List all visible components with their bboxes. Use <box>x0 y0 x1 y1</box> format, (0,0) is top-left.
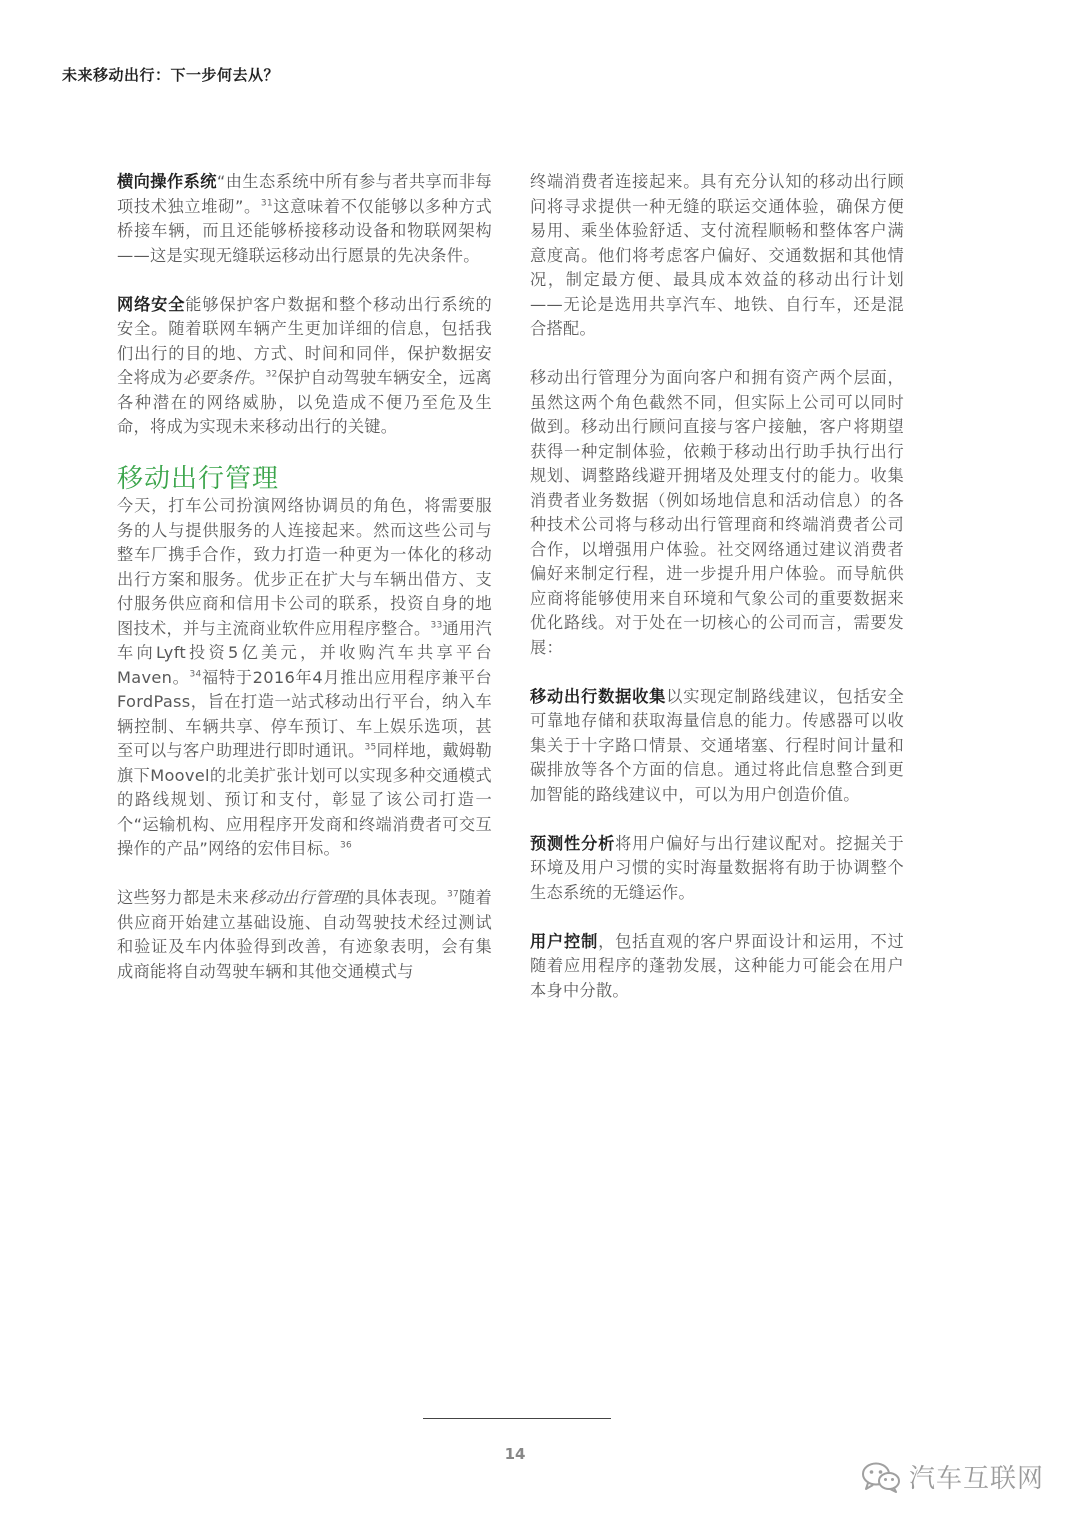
watermark <box>861 1458 1044 1495</box>
lead-term: 用户控制 <box>530 931 599 951</box>
running-header: 未来移动出行：下一步何去从？ <box>62 66 280 84</box>
lead-term: 预测性分析 <box>530 833 616 853</box>
paragraph-text: 。 <box>248 368 266 387</box>
lead-term: 移动出行数据收集 <box>530 686 667 706</box>
paragraph-text: ，包括直观的客户界面设计和运用，不过随着应用程序的蓬勃发展，这种能力可能会在用户本身中分散。 <box>530 931 905 1000</box>
lead-term: 网络安全 <box>117 294 186 314</box>
paragraph-text: 的具体表现。 <box>347 888 447 907</box>
footnote-ref: 34 <box>189 669 202 680</box>
paragraph-text: 这些努力都是未来 <box>117 888 249 907</box>
footnote-ref: 37 <box>446 889 459 900</box>
paragraph-predictive-analytics <box>530 832 904 906</box>
paragraph-text: 通用汽车向Lyft投资5亿美元，并收购汽车共享平台Maven。 <box>117 618 492 687</box>
paragraph-text: “由生态系统中所有参与者共享而非每项技术独立堆砌”。 <box>117 172 492 216</box>
page-number: 14 <box>504 1445 526 1463</box>
paragraph-user-control <box>530 930 904 1004</box>
footnote-ref: 35 <box>364 742 377 753</box>
paragraph-text: 随着供应商开始建立基础设施、自动驾驶技术经过测试和验证及车内体验得到改善，有迹象表明，会有集成商能将自动驾驶车辆和其他交通模式与 <box>117 888 492 981</box>
paragraph-cybersecurity <box>117 293 492 440</box>
emphasis-text: 必要条件 <box>182 368 249 387</box>
section-title: 移动出行管理 <box>117 464 280 494</box>
paragraph-horizontal-os <box>117 170 492 268</box>
left-column <box>117 170 492 1009</box>
wechat-icon <box>861 1461 901 1493</box>
emphasis-text: 移动出行管理 <box>248 888 348 907</box>
paragraph-text: 这意味着不仅能够以多种方式桥接车辆，而且还能够桥接移动设备和物联网架构——这是实现无缝联运移动出行愿景的先决条件。 <box>117 196 492 265</box>
paragraph-text: 同样地，戴姆勒旗下Moovel的北美扩张计划可以实现多种交通模式的路线规划、预订和支付，彰显了该公司打造一个“运输机构、应用程序开发商和终端消费者可交互操作的产品”网络的宏伟目标。 <box>117 741 492 858</box>
watermark-label: 汽车互联网 <box>908 1464 1044 1494</box>
footnote-ref: 31 <box>260 198 273 209</box>
paragraph-data-collection <box>530 685 904 808</box>
footnote-ref: 32 <box>265 369 278 380</box>
paragraph-text: 保护自动驾驶车辆安全，远离各种潜在的网络威胁，以免造成不便乃至危及生命，将成为实现未来移动出行的关键。 <box>117 368 492 436</box>
paragraph-customer-asset-layers: 移动出行管理分为面向客户和拥有资产两个层面，虽然这两个角色截然不同，但实际上公司可以同时做到。移动出行顾问直接与客户接触，客户将期望获得一种定制体验，依赖于移动出行助手执行出行规划、调整路线避开拥堵及处理支付的能力。收集消费者业务数据（例如场地信息和活动信息）的各种技术公司将与移动出行管理商和终端消费者公司合作，以增强用户体验。社交网络通过建议消费者偏好来制定行程，进一步提升用户体验。而导航供应商将能够使用来自环境和气象公司的重要数据来优化路线。对于处在一切核心的公司而言，需要发展： <box>530 368 904 657</box>
paragraph-text: 将用户偏好与出行建议配对。挖掘关于环境及用户习惯的实时海量数据将有助于协调整个生态系统的无缝运作。 <box>530 833 904 902</box>
footnote-ref: 33 <box>430 620 443 631</box>
paragraph-text: 福特于2016年4月推出应用程序兼平台FordPass，旨在打造一站式移动出行平台，纳入车辆控制、车辆共享、停车预订、车上娱乐选项，甚至可以与客户助理进行即时通讯。 <box>117 667 492 760</box>
lead-term: 横向操作系统 <box>117 172 217 191</box>
footnote-ref: 36 <box>340 840 353 851</box>
paragraph-text: 今天，打车公司扮演网络协调员的角色，将需要服务的人与提供服务的人连接起来。然而这些公司与整车厂携手合作，致力打造一种更为一体化的移动出行方案和服务。优步正在扩大与车辆出借方、支付服务供应商和信用卡公司的联系，投资自身的地图技术，并与主流商业软件应用程序整合。 <box>117 496 492 638</box>
paragraph-efforts <box>117 886 492 984</box>
paragraph-text: 能够保护客户数据和整个移动出行系统的安全。随着联网车辆产生更加详细的信息，包括我们出行的目的地、方式、时间和同伴，保护数据安全将成为 <box>117 294 492 387</box>
paragraph-mobility-management <box>117 494 492 862</box>
footer-divider <box>423 1418 611 1419</box>
paragraph-continued: 终端消费者连接起来。具有充分认知的移动出行顾问将寻求提供一种无缝的联运交通体验，确保方便易用、乘坐体验舒适、支付流程顺畅和整体客户满意度高。他们将考虑客户偏好、交通数据和其他情况，制定最方便、最具成本效益的移动出行计划——无论是选用共享汽车、地铁、自行车，还是混合搭配。 <box>530 172 904 338</box>
paragraph-text: 以实现定制路线建议，包括安全可靠地存储和获取海量信息的能力。传感器可以收集关于十字路口情景、交通堵塞、行程时间计量和碳排放等各个方面的信息。通过将此信息整合到更加智能的路线建议中，可以为用户创造价值。 <box>530 686 905 804</box>
right-column <box>530 170 904 1028</box>
